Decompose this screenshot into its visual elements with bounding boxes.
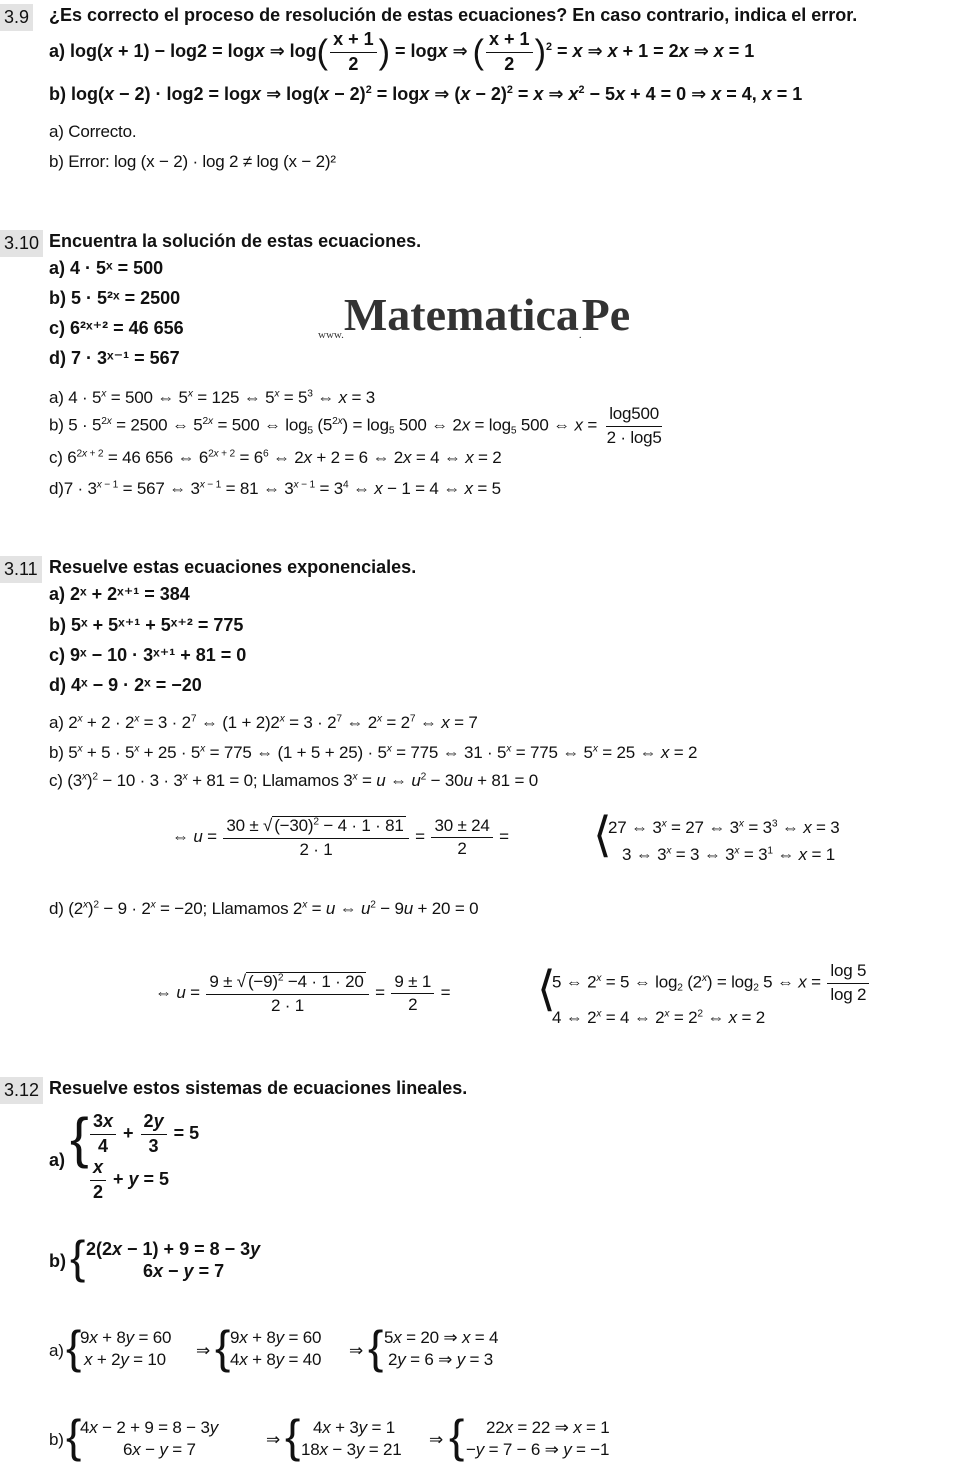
answer-3-10-a: a) $4 \cdot 5^x = 500$ ⇔ $5^x = 125$ ⇔ $5^x = 5^3$ ⇔ x = 3 [49,388,375,407]
answer-b-brace-3: { [449,1410,465,1462]
exercise-statement-3-12: Resuelve estos sistemas de ecuaciones lineales. [49,1078,468,1098]
question-3-10-c: c) 6²ˣ⁺² = 46 656 [49,318,184,338]
exercise-number-3-9: 3.9 [0,4,33,31]
exercise-number-3-10: 3.10 [0,230,43,257]
watermark-suffix: Pe [581,289,631,340]
answer-3-12-b-s1-eq2: 6x − y = 7 [123,1440,196,1459]
system-a-eq1: $\frac{3x}{4}$ + $\frac{2y}{3}$ = 5 [88,1112,199,1157]
answer-a-brace-3: { [368,1321,384,1373]
answer-3-11-c-formula: ⇔ u = $\frac{30 \pm √ (-30)^2 - 4 \cdot 1 \cdot 81}{2 \cdot 1}$ = $\frac{30 \pm 24}{2}$ = [172,815,509,859]
label-a: a) [49,41,66,62]
answer-3-12-a-s2-eq2: 4x + 8y = 40 [230,1350,322,1369]
question-3-10-b: b) 5 · 5²ˣ = 2500 [49,288,181,308]
answer-3-11-d-case-1: 5 ⇔ $2^x = 5$ ⇔ $\log_2 (2^x) = \log_2 5$ ⇔ x = $\frac{\log 5}{\log 2}$ [552,962,871,1004]
system-b-brace: { [70,1231,86,1283]
exercise-statement-3-11: Resuelve estas ecuaciones exponenciales. [49,557,417,577]
answer-3-11-c-intro: c) $(3^x)^2 - 10 \cdot 3 \cdot 3^x + 81 = 0$; Llamamos $3^x = u$ ⇔ $u^2 - 30u + 81 = 0$ [49,771,538,790]
case-bracket-c: ⟨ [593,809,612,862]
question-3-11-d: d) 4ˣ − 9 · 2ˣ = −20 [49,675,202,695]
answer-3-12-a-s3-eq2: 2y = 6 ⇒ y = 3 [388,1350,494,1369]
answer-a-brace-1: { [66,1321,82,1373]
case-bracket-d: ⟨ [537,963,556,1016]
answer-3-11-d-formula: ⇔ u = $\frac{9 \pm √ (-9)^2 -4 \cdot 1 \cdot 20}{2 \cdot 1}$ = $\frac{9 \pm 1}{2}$ = [155,971,451,1015]
question-3-11-a: a) 2ˣ + 2ˣ⁺¹ = 384 [49,584,190,604]
answer-3-11-a: a) $2^x + 2 \cdot 2^x = 3 \cdot 2^7$ ⇔ $(1 + 2)2^x = 3 \cdot 2^7$ ⇔ $2^x = 2^7$ ⇔ x = 7 [49,713,478,732]
watermark-prefix: www. [318,329,344,341]
system-a-label: a) [49,1150,66,1170]
answer-3-10-b: b) $5 \cdot 5^{2x} = 2500$ ⇔ $5^{2x} = 500$ ⇔ $\log_5 (5^{2x}) = \log_5 500$ ⇔ $2x = \log_5 500$ ⇔ x = $\frac{\log 500}{2 \cdot \log 5}$ [49,404,662,447]
answer-3-12-a-s1-eq2: x + 2y = 10 [84,1350,166,1369]
answer-3-12-b-s2-eq1: 4x + 3y = 1 [313,1418,395,1437]
answer-b-brace-1: { [66,1410,82,1462]
answer-3-12-b-s1-eq1: 4x − 2 + 9 = 8 − 3y [80,1418,219,1437]
equation-3-9-b: b) log(x − 2) · log2 = logx ⇒ $\log(x - 2)^2 = \log x$ ⇒ $(x - 2)^2 = x$ ⇒ $x^2 - 5x + 4 = 0$ ⇒ x = 4, x = 1 [49,83,803,104]
exercise-number-3-11: 3.11 [0,556,42,583]
watermark-name: Matematica [343,289,579,340]
arrow: ⇒ [429,1430,444,1449]
exercise-statement-3-10: Encuentra la solución de estas ecuaciones. [49,231,422,251]
system-a-brace: { [70,1106,89,1169]
answer-3-11-d-intro: d) $(2^x)^2 - 9 \cdot 2^x = -20$; Llamamos $2^x = u$ ⇔ $u^2 - 9u + 20 = 0$ [49,899,479,918]
question-3-10-a: a) 4 · 5ˣ = 500 [49,258,164,278]
exercise-statement-3-9: ¿Es correcto el proceso de resolución de estas ecuaciones? En caso contrario, indica el error. [49,5,858,25]
answer-3-12-b-label: b) [49,1430,64,1449]
system-b-eq2: 6x − y = 7 [143,1261,225,1281]
answer-3-12-a-s2-eq1: 9x + 8y = 60 [230,1328,322,1347]
arrow: ⇒ [349,1341,364,1360]
answer-3-12-b-s3-eq2: −y = 7 − 6 ⇒ y = −1 [466,1440,610,1459]
answer-3-11-c-case-1: 27 ⇔ $3^x = 27$ ⇔ $3^x = 3^3$ ⇔ x = 3 [608,818,840,837]
watermark-dot: . [578,329,582,341]
answer-3-11-d-case-2: 4 ⇔ $2^x = 4$ ⇔ $2^x = 2^2$ ⇔ x = 2 [552,1008,766,1027]
answer-3-10-d: $d)7 \cdot 3^{x - 1} = 567$ ⇔ $3^{x - 1} = 81$ ⇔ $3^{x - 1} = 3^4$ ⇔ x − 1 = 4 ⇔ x = 5 [49,479,501,498]
arrow: ⇒ [266,1430,281,1449]
answer-3-10-c: c) $6^{2x + 2} = 46$ 656 ⇔ $6^{2x + 2} = 6^6$ ⇔ 2x + 2 = 6 ⇔ 2x = 4 ⇔ x = 2 [49,448,502,467]
answer-3-12-a-label: a) [49,1341,64,1360]
watermark-logo [318,288,630,341]
answer-3-12-a-s3-eq1: 5x = 20 ⇒ x = 4 [384,1328,499,1347]
label-b: b) [49,84,66,104]
system-a-eq2: $\frac{x}{2}$ + y = 5 [88,1158,169,1203]
answer-3-9-b: b) Error: log (x − 2) · log 2 ≠ log (x − 2)² [49,152,336,171]
answer-3-11-b: b) $5^x + 5 \cdot 5^x + 25 \cdot 5^x = 775$ ⇔ $(1 + 5 + 25) \cdot 5^x = 775$ ⇔ $31 \cdot 5^x = 775$ ⇔ $5^x = 25$ ⇔ x = 2 [49,743,698,762]
equation-3-9-a: a) log(x + 1) − log2 = logx ⇒ log( $\frac{x + 1}{2}$ ) = logx ⇒ ( $\frac{x + 1}{2}$ )$^2$ = x ⇒ x + 1 = 2x ⇒ x = 1 [49,29,755,74]
answer-3-11-c-case-2: 3 ⇔ $3^x = 3$ ⇔ $3^x = 3^1$ ⇔ x = 1 [622,845,836,864]
system-b-label: b) [49,1251,66,1271]
system-b-eq1: 2(2x − 1) + 9 = 8 − 3y [86,1239,261,1259]
answer-3-12-b-s2-eq2: 18x − 3y = 21 [301,1440,402,1459]
answer-3-12-a-s1-eq1: 9x + 8y = 60 [80,1328,172,1347]
question-3-11-c: c) 9ˣ − 10 · 3ˣ⁺¹ + 81 = 0 [49,645,247,665]
answer-a-brace-2: { [215,1321,231,1373]
exercise-number-3-12: 3.12 [0,1077,43,1104]
answer-b-brace-2: { [285,1410,301,1462]
answer-3-9-a: a) Correcto. [49,122,137,141]
question-3-10-d: d) 7 · 3ˣ⁻¹ = 567 [49,348,180,368]
answer-3-12-b-s3-eq1: 22x = 22 ⇒ x = 1 [486,1418,610,1437]
question-3-11-b: b) 5ˣ + 5ˣ⁺¹ + 5ˣ⁺² = 775 [49,615,244,635]
arrow: ⇒ [196,1341,211,1360]
